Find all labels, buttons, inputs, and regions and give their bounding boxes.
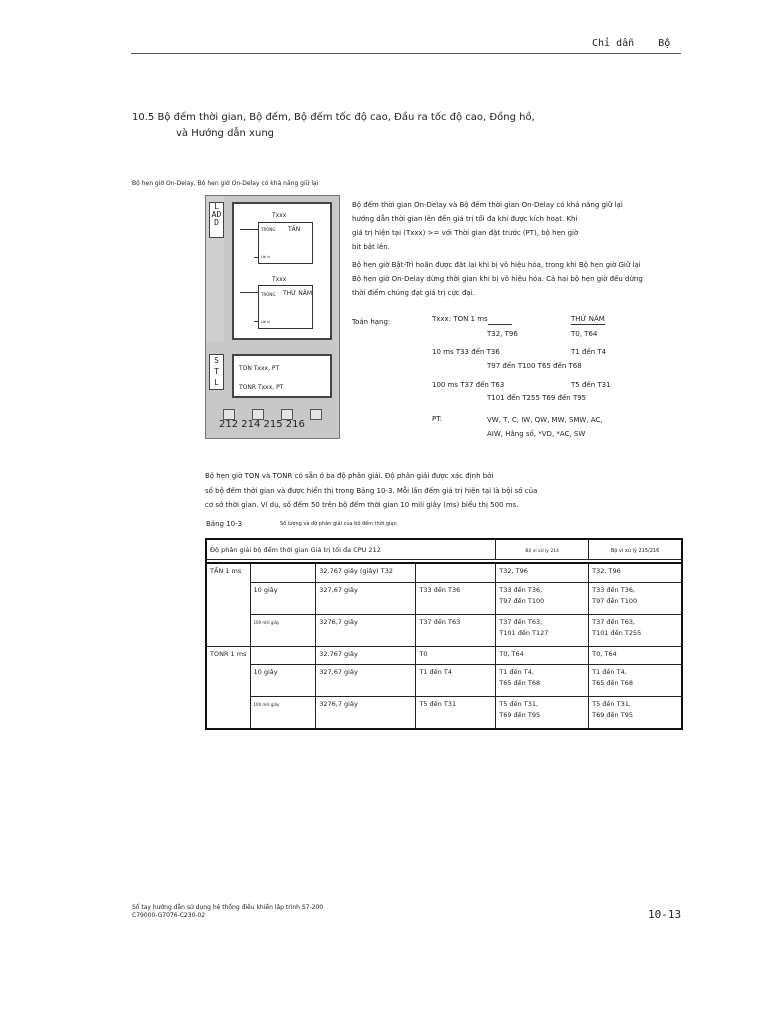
para-line: cơ sở thời gian. Ví dụ, số đếm 50 trên bộ đếm thời gian 10 mili giây (ms) biểu thị 500 ms.: [205, 501, 519, 509]
operands-tonr-1ms: T0, T64: [571, 330, 598, 338]
timer-box2-pt: Lời vì: [261, 320, 271, 324]
stl-label-box: [209, 354, 224, 390]
cpu-216-marker: [310, 409, 322, 420]
table-cell-cpu214: T37 đến T63, T101 đến T127: [496, 615, 589, 647]
para-line: Bộ hẹn giờ TON và TONR có sẵn ở ba độ phân giải. Độ phân giải được xác định bởi: [205, 472, 494, 480]
table-cell-res: 10 giây: [250, 583, 316, 615]
table-header-cell: Độ phân giải bộ đếm thời gian Giá trị tối đa CPU 212: [206, 539, 496, 560]
stl-label: S T L: [214, 356, 219, 387]
timer-box1-pt: Lời vì: [261, 255, 271, 259]
table-cell-cpu214: T5 đến T31, T69 đến T95: [496, 697, 589, 729]
operands-ton-10ms: 10 ms T33 đến T36: [432, 348, 500, 356]
operands-header-ton: Txxx: TON 1 ms: [432, 315, 488, 323]
table-cell-type: TONR 1 ms: [206, 647, 250, 729]
resolution-paragraph: [205, 469, 537, 513]
table-row: [206, 563, 682, 583]
table-cell-res: 10 giây: [250, 665, 316, 697]
stl-line2: TONR Txxx, PT: [239, 384, 284, 391]
timer-box2-name: Txxx: [272, 276, 287, 283]
stl-panel: [232, 354, 332, 398]
timer-box1-in: TRONG: [261, 227, 276, 232]
desc-p2-line: Bộ hẹn giờ On-Delay dừng thời gian khi bị vô hiệu hóa. Cả hai bộ hẹn giờ đều dừng: [352, 275, 643, 283]
desc-p1-line: bit bật lên.: [352, 243, 390, 251]
table-header-cell: Bộ vi xử lý 215/216: [589, 539, 682, 560]
table-row: [206, 583, 682, 615]
header-part-label: Bộ: [658, 38, 671, 49]
table-cell-cpu215: T0, T64: [589, 647, 682, 665]
timer-box1-pt-wire: [254, 257, 258, 258]
desc-p1-line: Bộ đếm thời gian On-Delay và Bộ đếm thời gian On-Delay có khả năng giữ lại: [352, 201, 623, 209]
desc-p2-line: Bộ hẹn giờ Bật-Trì hoãn được đặt lại khi bị vô hiệu hóa, trong khi Bộ hẹn giờ Giữ lại: [352, 261, 641, 269]
header-section-label: Chỉ dẫn: [592, 38, 635, 49]
table-cell-res: [250, 563, 316, 583]
table-cell-res: 100 mili giây: [250, 615, 316, 647]
timer-box2-type: THỨ NĂM: [283, 290, 313, 297]
operands-pt-label: PT:: [432, 415, 443, 423]
table-cell-cpu214: T0, T64: [496, 647, 589, 665]
subheading: Bộ hẹn giờ On-Delay, Bộ hẹn giờ On-Delay có khả năng giữ lại: [132, 180, 319, 187]
desc-paragraph-2: [352, 258, 643, 300]
table-row: [206, 615, 682, 647]
timer-resolution-table: [205, 538, 683, 730]
table-cell-max: 32.767 giây: [316, 647, 416, 665]
table-cell-cpu212: T37 đến T63: [416, 615, 496, 647]
table-cell-res: [250, 647, 316, 665]
footer-manual-title: Sổ tay hướng dẫn sử dụng hệ thống điều khiển lập trình S7-200: [132, 904, 324, 911]
table-cell-cpu212: T1 đến T4: [416, 665, 496, 697]
operands-ton-underline: [488, 324, 512, 325]
table-cell-cpu214: T33 đến T36, T97 đến T100: [496, 583, 589, 615]
header-rule: [131, 53, 681, 54]
table-label: Bảng 10-3: [206, 520, 243, 528]
table-header-cell: Bộ vi xử lý 214: [496, 539, 589, 560]
operands-header-tonr: THỨ NĂM: [571, 315, 605, 323]
operands-100ms-ext: T101 đến T255 T69 đến T95: [487, 394, 587, 402]
operands-10ms-ext: T97 đến T100 T65 đến T68: [487, 362, 582, 370]
header-section: [592, 38, 670, 49]
table-cell-max: 3276,7 giây: [316, 697, 416, 729]
timer-box2-in-wire: [240, 292, 258, 293]
table-cell-type: TẤN 1 ms: [206, 563, 250, 647]
operands-ton-1ms: T32, T96: [487, 330, 518, 338]
page-number: 10-13: [648, 908, 682, 921]
operands-tonr-100ms: T5 đến T31: [571, 381, 611, 389]
timer-box2-in: TRONG: [261, 292, 276, 297]
operands-ton-100ms: 100 ms T37 đến T63: [432, 381, 505, 389]
stl-line1: TON Txxx, PT: [239, 365, 280, 372]
table-row: [206, 697, 682, 729]
timer-box1-name: Txxx: [272, 212, 287, 219]
desc-p1-line: giá trị hiện tại (Txxx) >= với Thời gian đặt trước (PT), bộ hẹn giờ: [352, 229, 579, 237]
operands-label: Toán hạng:: [352, 318, 391, 326]
para-line: số bộ đếm thời gian và được hiển thị trong Bảng 10-3. Mỗi lần đếm giá trị hiện tại là bội số của: [205, 486, 538, 495]
lad-label: L AD D: [211, 202, 222, 227]
table-cell-max: 32.767 giây (giây) T32: [316, 563, 416, 583]
operands-pt-line1: VW, T, C, IW, QW, MW, SMW, AC,: [487, 416, 603, 424]
table-caption: Số lượng và độ phân giải của bộ đếm thời gian: [280, 521, 397, 527]
section-heading-line2: và Hướng dẫn xung: [176, 128, 274, 139]
operands-tonr-underline: [571, 324, 605, 325]
lad-label-box: [209, 202, 224, 238]
table-cell-max: 327,67 giây: [316, 583, 416, 615]
timer-box2-pt-wire: [254, 321, 258, 322]
desc-p2-line: thời điểm chúng đạt giá trị cực đại.: [352, 289, 475, 297]
table-header-row: [206, 539, 682, 560]
table-cell-cpu214: T1 đến T4, T65 đến T68: [496, 665, 589, 697]
timer-box2: [258, 285, 313, 329]
table-cell-cpu214: T32, T96: [496, 563, 589, 583]
table-row: [206, 665, 682, 697]
footer-doc-number: C79000-G7076-C230-02: [132, 912, 206, 919]
operands-tonr-10ms: T1 đến T4: [571, 348, 607, 356]
table-cell-cpu212: [416, 563, 496, 583]
table-cell-max: 327,67 giây: [316, 665, 416, 697]
timer-box1-in-wire: [240, 229, 258, 230]
section-heading-line1: 10.5 Bộ đếm thời gian, Bộ đếm, Bộ đếm tốc độ cao, Đầu ra tốc độ cao, Đồng hồ,: [132, 112, 535, 123]
timer-box1: [258, 222, 313, 264]
table-cell-cpu215: T1 đến T4, T65 đến T68: [589, 665, 682, 697]
desc-paragraph-1: [352, 198, 623, 254]
table-cell-cpu215: T33 đến T36, T97 đến T100: [589, 583, 682, 615]
table-cell-res: 100 mili giây: [250, 697, 316, 729]
cpu-labels: 212 214 215 216: [219, 419, 305, 430]
table-cell-max: 3276,7 giây: [316, 615, 416, 647]
table-cell-cpu212: T0: [416, 647, 496, 665]
desc-p1-line: hướng dẫn thời gian lên đến giá trị tối đa khi được kích hoạt. Khi: [352, 215, 578, 223]
table-cell-cpu215: T5 đến T31, T69 đến T95: [589, 697, 682, 729]
timer-box1-type: TẤN: [288, 226, 301, 233]
table-cell-cpu212: T33 đến T36: [416, 583, 496, 615]
table-cell-cpu215: T37 đến T63, T101 đến T255: [589, 615, 682, 647]
operands-pt-line2: AIW, Hằng số, *VD, *AC, SW: [487, 430, 586, 438]
table-cell-cpu212: T5 đến T31: [416, 697, 496, 729]
table-row: [206, 647, 682, 665]
table-cell-cpu215: T32, T96: [589, 563, 682, 583]
